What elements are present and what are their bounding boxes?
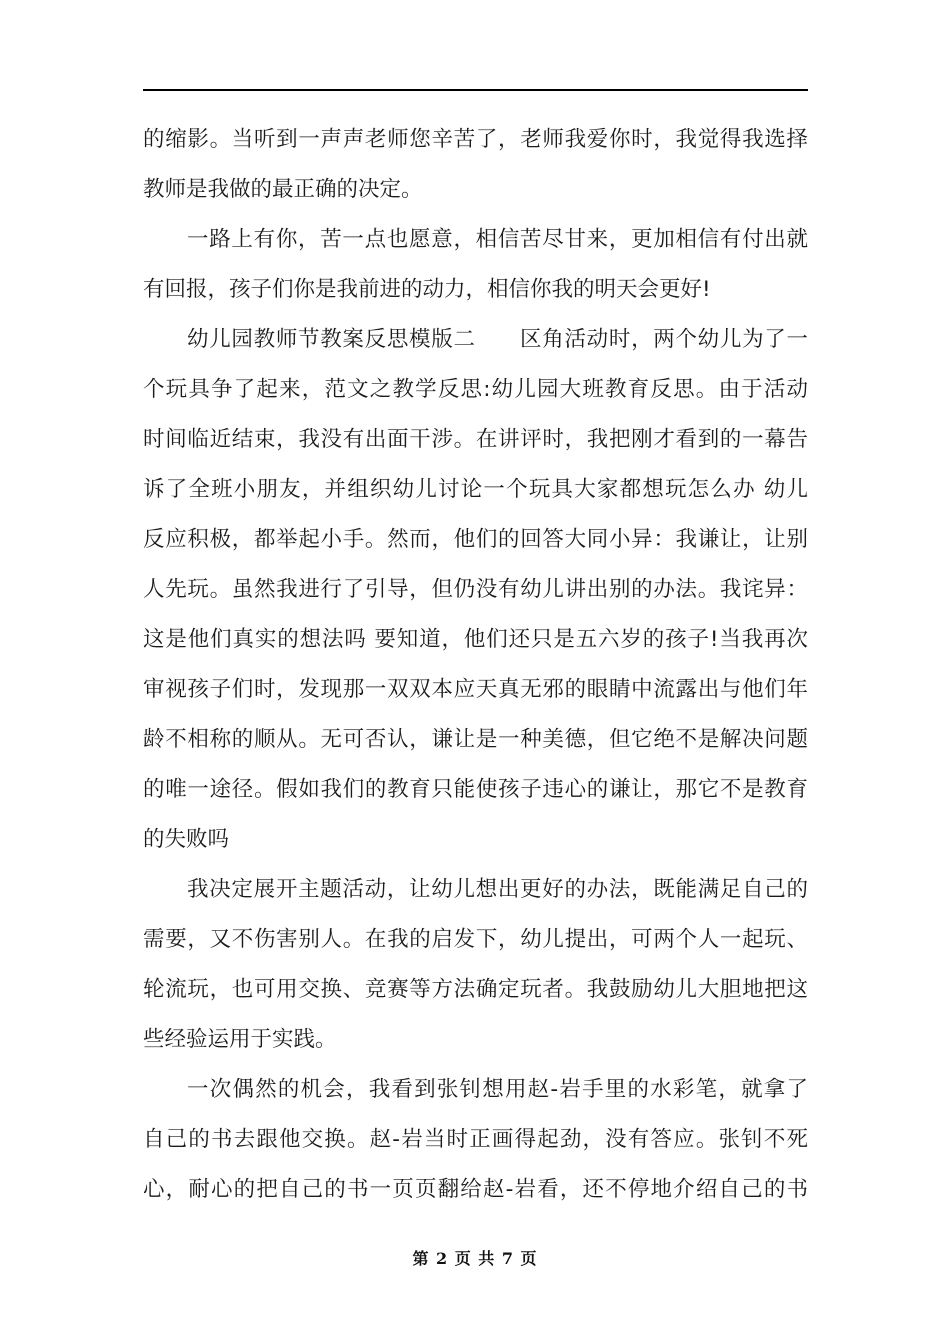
text-line: 一路上有你，苦一点也愿意，相信苦尽甘来，更加相信有付出就 xyxy=(187,227,808,252)
text-line: 自己的书去跟他交换。赵-岩当时正画得起劲，没有答应。张钊不死 xyxy=(143,1127,808,1152)
header-rule xyxy=(143,89,808,91)
text-line: 轮流玩，也可用交换、竞赛等方法确定玩者。我鼓励幼儿大胆地把这 xyxy=(143,977,808,1002)
text-line: 幼儿园教师节教案反思模版二 区角活动时，两个幼儿为了一 xyxy=(187,327,808,352)
text-line: 教师是我做的最正确的决定。 xyxy=(143,177,423,202)
page-footer: 第 2 页 共 7 页 xyxy=(412,1249,538,1268)
text-line: 诉了全班小朋友，并组织幼儿讨论一个玩具大家都想玩怎么办 幼儿 xyxy=(143,477,808,502)
text-line: 审视孩子们时，发现那一双双本应天真无邪的眼睛中流露出与他们年 xyxy=(143,677,808,702)
text-line: 这是他们真实的想法吗 要知道，他们还只是五六岁的孩子!当我再次 xyxy=(143,627,808,652)
text-line: 人先玩。虽然我进行了引导，但仍没有幼儿讲出别的办法。我诧异： xyxy=(143,577,808,602)
text-line: 反应积极，都举起小手。然而，他们的回答大同小异：我谦让，让别 xyxy=(143,527,808,552)
body-text xyxy=(143,115,808,1215)
text-line: 心，耐心的把自己的书一页页翻给赵-岩看，还不停地介绍自己的书 xyxy=(143,1177,808,1202)
text-line: 龄不相称的顺从。无可否认，谦让是一种美德，但它绝不是解决问题 xyxy=(143,727,808,752)
text-line: 些经验运用于实践。 xyxy=(143,1027,337,1052)
text-line: 时间临近结束，我没有出面干涉。在讲评时，我把刚才看到的一幕告 xyxy=(143,427,808,452)
text-line: 一次偶然的机会，我看到张钊想用赵-岩手里的水彩笔，就拿了 xyxy=(187,1077,808,1102)
text-line: 有回报，孩子们你是我前进的动力，相信你我的明天会更好! xyxy=(143,277,711,302)
text-line: 需要，又不伤害别人。在我的启发下，幼儿提出，可两个人一起玩、 xyxy=(143,927,808,952)
text-line: 的缩影。当听到一声声老师您辛苦了，老师我爱你时，我觉得我选择 xyxy=(143,127,808,152)
text-line: 的失败吗 xyxy=(143,827,230,852)
text-line: 个玩具争了起来，范文之教学反思:幼儿园大班教育反思。由于活动 xyxy=(143,377,808,402)
text-line: 我决定展开主题活动，让幼儿想出更好的办法，既能满足自己的 xyxy=(187,877,808,902)
text-line: 的唯一途径。假如我们的教育只能使孩子违心的谦让，那它不是教育 xyxy=(143,777,808,802)
